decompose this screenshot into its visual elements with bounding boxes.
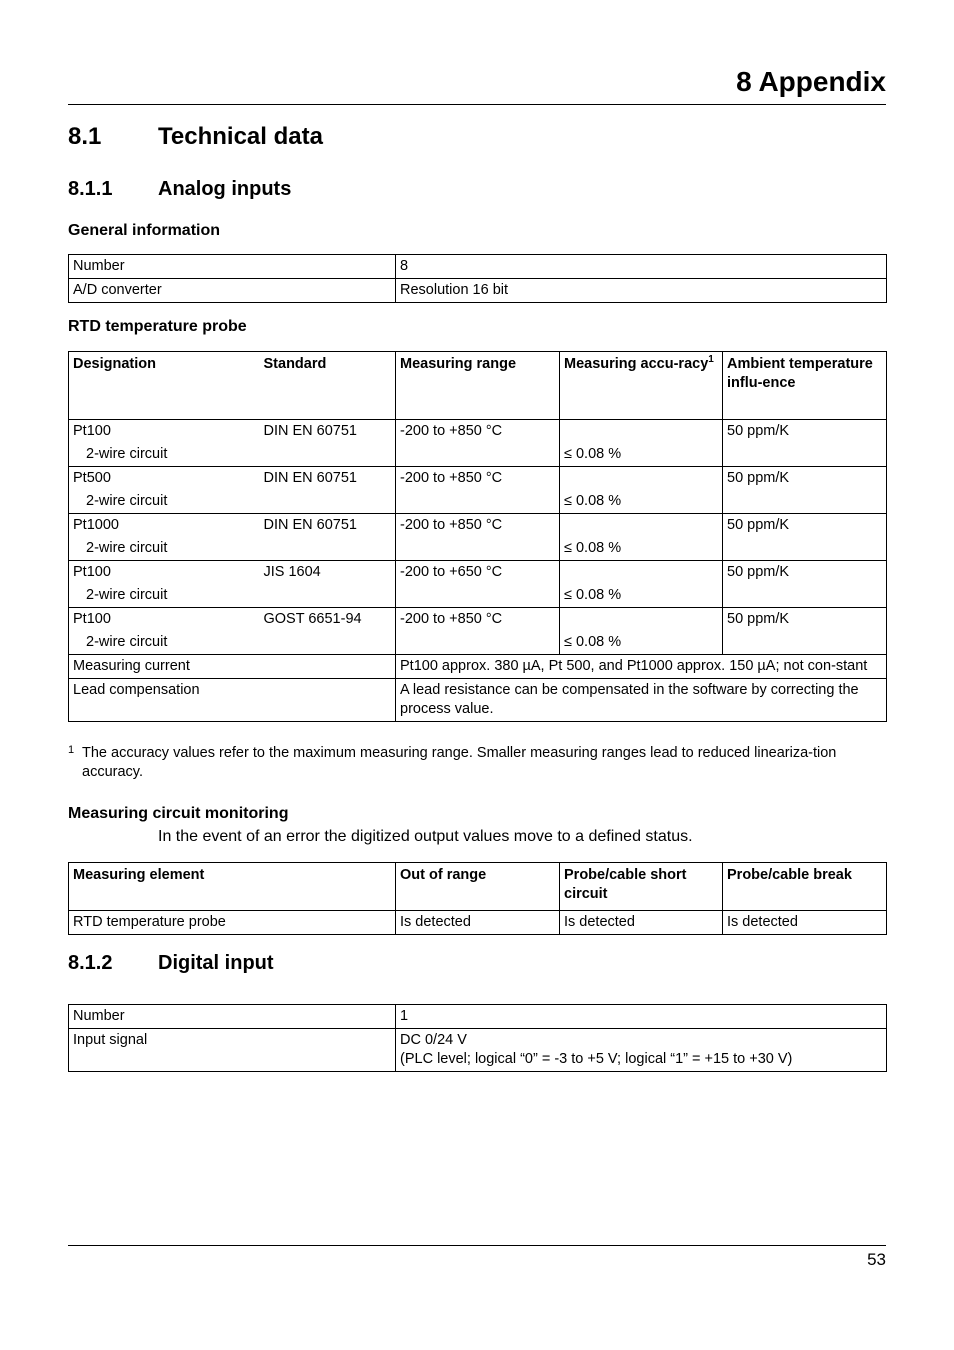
range: -200 to +850 °C — [400, 423, 503, 439]
section-title: Digital input — [158, 952, 274, 974]
section-number: 8.1.2 — [68, 952, 113, 974]
accuracy-cell — [560, 514, 723, 561]
row-label: Input signal — [69, 1029, 396, 1072]
standard-cell — [260, 514, 396, 561]
section-title: Analog inputs — [158, 178, 292, 200]
standard: DIN EN 60751 — [263, 470, 357, 486]
section-title: Technical data — [158, 123, 323, 150]
monitoring-intro: In the event of an error the digitized output values move to a defined status. — [158, 828, 693, 845]
lead-compensation-label: Lead compensation — [69, 679, 396, 722]
table-row — [69, 514, 887, 561]
circuit: 2-wire circuit — [86, 587, 168, 603]
footer-rule — [68, 1245, 886, 1246]
table-row — [69, 255, 887, 279]
element-cell: RTD temperature probe — [69, 911, 396, 935]
rtd-heading: RTD temperature probe — [68, 318, 247, 335]
ambient: 50 ppm/K — [727, 470, 790, 486]
section-number: 8.1 — [68, 123, 102, 150]
designation-cell — [69, 514, 260, 561]
ambient: 50 ppm/K — [727, 611, 790, 627]
range-cell — [396, 608, 560, 655]
row-value: 8 — [396, 255, 887, 279]
accuracy: ≤ 0.08 % — [564, 493, 622, 509]
measuring-current-label: Measuring current — [69, 655, 396, 679]
designation: Pt100 — [73, 423, 111, 439]
range: -200 to +850 °C — [400, 470, 503, 486]
designation-cell — [69, 467, 260, 514]
row-label: Number — [69, 1005, 396, 1029]
table-row — [69, 1005, 887, 1029]
designation: Pt100 — [73, 611, 111, 627]
range-cell — [396, 561, 560, 608]
range: -200 to +850 °C — [400, 611, 503, 627]
row-value: Resolution 16 bit — [396, 279, 887, 303]
row-value: 1 — [396, 1005, 887, 1029]
col-header-ambient: Ambient temperature influ-ence — [723, 352, 887, 420]
accuracy-label: Measuring accu-racy — [564, 356, 709, 372]
footnote-marker: 1 — [708, 354, 714, 366]
measuring-current-value: Pt100 approx. 380 µA, Pt 500, and Pt1000 approx. 150 µA; not con-stant — [396, 655, 887, 679]
out-of-range-cell: Is detected — [396, 911, 560, 935]
designation-cell — [69, 561, 260, 608]
general-information-table — [68, 254, 887, 303]
standard: DIN EN 60751 — [263, 423, 357, 439]
accuracy-cell — [560, 561, 723, 608]
table-row — [69, 279, 887, 303]
col-header-out-of-range: Out of range — [396, 863, 560, 911]
table-row — [69, 1029, 887, 1072]
table-row — [69, 911, 887, 935]
section-heading-8-1-1 — [68, 178, 291, 201]
designation: Pt500 — [73, 470, 111, 486]
designation-cell — [69, 608, 260, 655]
circuit: 2-wire circuit — [86, 493, 168, 509]
circuit: 2-wire circuit — [86, 446, 168, 462]
range-cell — [396, 420, 560, 467]
accuracy: ≤ 0.08 % — [564, 446, 622, 462]
table-row — [69, 655, 887, 679]
col-header-accuracy — [560, 352, 723, 420]
circuit: 2-wire circuit — [86, 540, 168, 556]
range: -200 to +850 °C — [400, 517, 503, 533]
monitoring-table — [68, 862, 887, 935]
ambient-cell — [723, 514, 887, 561]
short-circuit-cell: Is detected — [560, 911, 723, 935]
chapter-title: 8 Appendix — [736, 66, 886, 97]
header-rule — [68, 104, 886, 105]
standard-cell — [260, 467, 396, 514]
table-header-row — [69, 863, 887, 911]
range-cell — [396, 514, 560, 561]
standard-cell — [260, 420, 396, 467]
ambient-cell — [723, 420, 887, 467]
accuracy: ≤ 0.08 % — [564, 587, 622, 603]
standard: GOST 6651-94 — [263, 611, 362, 627]
ambient-cell — [723, 467, 887, 514]
designation-cell — [69, 420, 260, 467]
page-number: 53 — [867, 1250, 886, 1269]
footnote-number: 1 — [68, 744, 75, 756]
standard-cell — [260, 561, 396, 608]
cable-break-cell: Is detected — [723, 911, 887, 935]
ambient: 50 ppm/K — [727, 564, 790, 580]
row-value — [396, 1029, 887, 1072]
table-row — [69, 420, 887, 467]
value-line: (PLC level; logical “0” = -3 to +5 V; logical “1” = +15 to +30 V) — [400, 1051, 793, 1067]
ambient: 50 ppm/K — [727, 423, 790, 439]
general-information-heading: General information — [68, 222, 221, 239]
table-header-row — [69, 352, 887, 420]
monitoring-heading: Measuring circuit monitoring — [68, 805, 289, 822]
designation: Pt1000 — [73, 517, 119, 533]
row-label: A/D converter — [69, 279, 396, 303]
col-header-element: Measuring element — [69, 863, 396, 911]
standard: DIN EN 60751 — [263, 517, 357, 533]
rtd-table — [68, 351, 887, 722]
section-number: 8.1.1 — [68, 178, 113, 200]
accuracy-cell — [560, 420, 723, 467]
circuit: 2-wire circuit — [86, 634, 168, 650]
footnote-text: The accuracy values refer to the maximum measuring range. Smaller measuring ranges lead to reduced lineariza-tion accuracy. — [82, 745, 837, 780]
accuracy: ≤ 0.08 % — [564, 634, 622, 650]
ambient: 50 ppm/K — [727, 517, 790, 533]
ambient-cell — [723, 608, 887, 655]
table-row — [69, 679, 887, 722]
row-label: Number — [69, 255, 396, 279]
designation: Pt100 — [73, 564, 111, 580]
col-header-measuring-range: Measuring range — [396, 352, 560, 420]
standard: JIS 1604 — [263, 564, 321, 580]
lead-compensation-value: A lead resistance can be compensated in the software by correcting the process value. — [396, 679, 887, 722]
standard-cell — [260, 608, 396, 655]
range-cell — [396, 467, 560, 514]
digital-input-table — [68, 1004, 887, 1072]
accuracy-cell — [560, 467, 723, 514]
table-row — [69, 467, 887, 514]
table-row — [69, 561, 887, 608]
ambient-cell — [723, 561, 887, 608]
value-line: DC 0/24 V — [400, 1032, 467, 1048]
footnote — [68, 744, 886, 782]
col-header-cable-break: Probe/cable break — [723, 863, 887, 911]
range: -200 to +650 °C — [400, 564, 503, 580]
section-heading-8-1-2 — [68, 952, 274, 975]
accuracy: ≤ 0.08 % — [564, 540, 622, 556]
col-header-short-circuit: Probe/cable short circuit — [560, 863, 723, 911]
table-row — [69, 608, 887, 655]
section-heading-8-1 — [68, 123, 323, 151]
accuracy-cell — [560, 608, 723, 655]
col-header-designation: Designation — [69, 352, 260, 420]
col-header-standard: Standard — [260, 352, 396, 420]
